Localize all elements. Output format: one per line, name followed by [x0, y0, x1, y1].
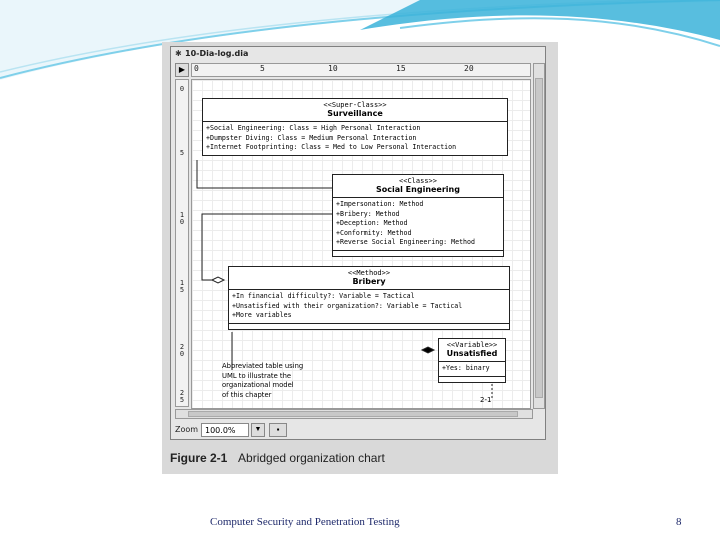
class-attribute: +Impersonation: Method: [336, 200, 424, 208]
class-name: Surveillance: [203, 109, 507, 122]
class-footer: [439, 376, 505, 382]
window-titlebar: [171, 47, 545, 61]
note-line: UML to illustrate the: [222, 371, 292, 380]
ruler-tick: 10: [328, 64, 338, 73]
ruler-tick: 0: [179, 85, 185, 93]
ruler-tick: 5: [260, 64, 265, 73]
triangle-right-icon[interactable]: ▶: [175, 63, 189, 77]
note-line: organizational model: [222, 381, 294, 389]
class-attributes: [439, 362, 505, 376]
zoom-input[interactable]: 100.0%: [201, 423, 249, 437]
zoom-label: Zoom: [175, 425, 199, 434]
uml-class-bribery[interactable]: [228, 266, 510, 330]
class-attributes: [203, 122, 507, 155]
ruler-tick: 5: [179, 149, 185, 157]
class-attributes: [333, 198, 503, 250]
class-attribute: +Yes: binary: [442, 364, 490, 372]
ruler-tick: 1 0: [179, 211, 185, 226]
class-stereotype: <<Super-Class>>: [323, 101, 387, 109]
class-attribute: +Conformity: Method: [336, 228, 412, 237]
class-attribute: +More variables: [232, 311, 292, 320]
horizontal-scrollbar[interactable]: [175, 409, 533, 419]
class-footer: [229, 323, 509, 329]
slide-page-number: 8: [676, 516, 682, 528]
scrollbar-thumb[interactable]: [535, 78, 543, 398]
ruler-tick: 0: [194, 64, 199, 73]
class-attribute: +In financial difficulty?: Variable = Tactical: [232, 292, 415, 300]
horizontal-ruler: [191, 63, 531, 77]
class-attribute: +Deception: Method: [336, 219, 408, 228]
ruler-tick: 2 0: [179, 343, 185, 358]
class-attribute: +Unsatisfied with their organization?: Variable = Tactical: [232, 301, 463, 310]
class-stereotype: <<Class>>: [399, 177, 437, 185]
slide-footer-title: Computer Security and Penetration Testing: [210, 516, 400, 528]
class-attribute: +Bribery: Method: [336, 209, 400, 218]
ruler-tick: 15: [396, 64, 406, 73]
ruler-tick: 2 5: [179, 389, 185, 404]
vertical-scrollbar[interactable]: [533, 63, 545, 409]
dia-window: [170, 46, 546, 440]
ruler-tick: 20: [464, 64, 474, 73]
window-menu-icon[interactable]: ✱: [175, 49, 182, 58]
chevron-down-icon[interactable]: ▼: [251, 423, 265, 437]
class-footer: [333, 250, 503, 256]
diagram-canvas[interactable]: [191, 79, 531, 409]
class-stereotype: <<Method>>: [347, 269, 391, 277]
figure-caption: [170, 451, 550, 465]
status-bar: [171, 421, 545, 439]
class-name: Unsatisfied: [439, 349, 505, 362]
note-line: of this chapter: [222, 390, 272, 399]
diagram-corner-label: 2-1: [480, 396, 492, 404]
vertical-ruler: [175, 79, 189, 407]
class-name: Bribery: [229, 277, 509, 290]
class-stereotype: <<Variable>>: [446, 341, 498, 349]
class-attribute: +Dumpster Diving: Class = Medium Personal Interaction: [206, 133, 417, 142]
window-title: 10-Dia-log.dia: [185, 49, 249, 58]
class-name: Social Engineering: [333, 185, 503, 198]
ruler-tick: 1 5: [179, 279, 185, 294]
figure-number: Figure 2-1: [170, 451, 228, 465]
uml-class-unsatisfied[interactable]: [438, 338, 506, 383]
class-attribute: +Social Engineering: Class = High Personal Interaction: [206, 124, 421, 132]
uml-class-surveillance[interactable]: [202, 98, 508, 156]
uml-class-social-engineering[interactable]: [332, 174, 504, 257]
diagram-note: [222, 362, 303, 400]
scrollbar-thumb[interactable]: [188, 411, 518, 417]
snap-grid-button[interactable]: ▪: [269, 423, 287, 437]
class-attribute: +Reverse Social Engineering: Method: [336, 238, 475, 247]
note-line: Abbreviated table using: [222, 362, 304, 370]
figure-caption-text: Abridged organization chart: [238, 451, 385, 465]
class-attribute: +Internet Footprinting: Class = Med to Low Personal Interaction: [206, 143, 457, 152]
class-attributes: [229, 290, 509, 323]
